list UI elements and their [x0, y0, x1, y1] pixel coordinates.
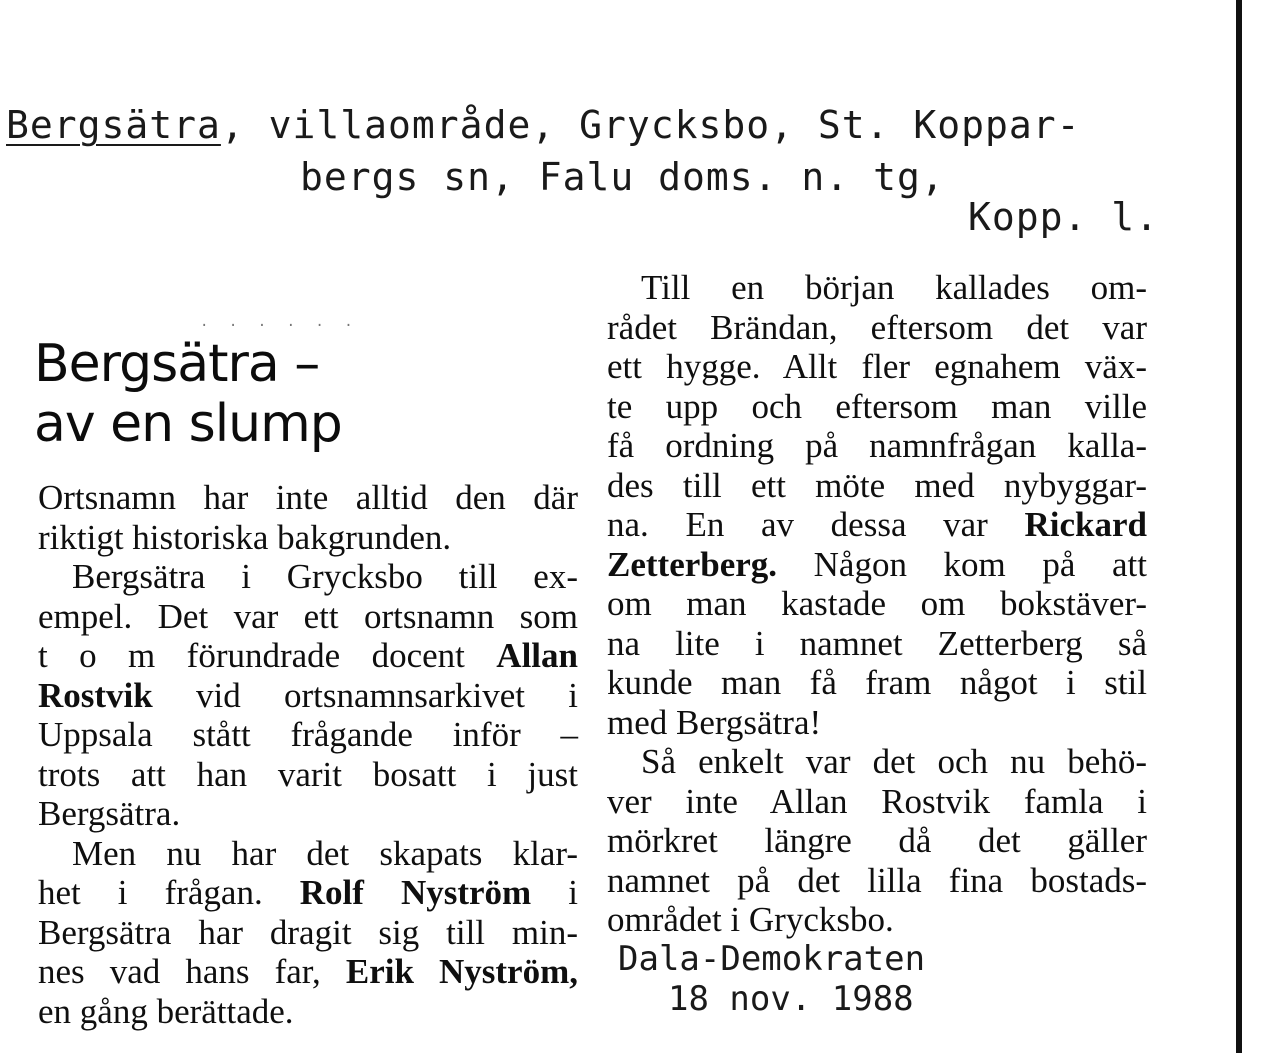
bold-name: Erik Nyström,	[345, 952, 578, 991]
article-right-column	[607, 268, 1147, 940]
article-text-line	[38, 676, 578, 716]
article-text-line	[38, 794, 578, 834]
article-text-line	[607, 782, 1147, 822]
article-text-line	[607, 742, 1147, 782]
index-card-line-2: bergs sn, Falu doms. n. tg,	[300, 155, 945, 199]
article-text-line	[38, 755, 578, 795]
article-text-line	[38, 952, 578, 992]
article-text-line	[38, 834, 578, 874]
headline-line-1: Bergsätra –	[34, 334, 320, 394]
text-span: te upp och eftersom man ville	[607, 386, 1147, 426]
place-name: Bergsätra	[6, 103, 221, 147]
headline-line-2: av en slump	[34, 394, 342, 454]
text-span: ett hygge. Allt fler egnahem väx-	[607, 347, 1147, 386]
bold-name: Allan	[496, 636, 578, 675]
text-span: kunde man få fram något i stil	[607, 663, 1147, 702]
text-span: om man kastade om bokstäver-	[607, 584, 1147, 623]
article-text-line	[607, 900, 1147, 940]
text-span: ver inte Allan Rostvik famla i	[607, 781, 1147, 821]
index-card-line-3: Kopp. l.	[968, 195, 1160, 239]
article-text-line	[38, 557, 578, 597]
text-span: des till ett möte med nybyggar-	[607, 465, 1147, 505]
article-text-line	[38, 478, 578, 518]
text-span: i	[531, 873, 578, 912]
article-text-line	[607, 821, 1147, 861]
article-text-line	[607, 308, 1147, 348]
text-span: rådet Brändan, eftersom det var	[607, 307, 1147, 347]
article-text-line	[38, 518, 578, 558]
text-span: Bergsätra.	[38, 794, 181, 833]
text-span: området i Grycksbo.	[607, 900, 894, 939]
article-left-column	[38, 478, 578, 1031]
page-edge-rule	[1236, 0, 1242, 1053]
source-date: 18 nov. 1988	[668, 979, 914, 1019]
text-span: namnet på det lilla fina bostads-	[607, 860, 1147, 900]
article-text-line	[607, 387, 1147, 427]
text-span: nes vad hans far,	[38, 952, 346, 991]
bold-name: Zetterberg.	[607, 544, 778, 584]
text-span: na. En av dessa var	[607, 505, 1025, 544]
article-text-line	[607, 347, 1147, 387]
article-text-line	[607, 703, 1147, 743]
article-text-line	[607, 584, 1147, 624]
article-text-line	[38, 597, 578, 637]
text-span: vid ortsnamnsarkivet i	[152, 675, 578, 715]
article-text-line	[38, 913, 578, 953]
bold-name: Rolf Nyström	[299, 873, 532, 912]
article-text-line	[38, 873, 578, 913]
text-span: het i frågan.	[38, 873, 300, 912]
text-span: mörkret längre då det gäller	[607, 821, 1147, 860]
article-text-line	[607, 466, 1147, 506]
source-newspaper: Dala-Demokraten	[618, 939, 926, 979]
index-card-line-1	[6, 103, 1081, 147]
text-span: Bergsätra i Grycksbo till ex-	[72, 557, 578, 596]
article-text-line	[38, 715, 578, 755]
bold-name: Rickard	[1024, 505, 1147, 544]
text-span: med Bergsätra!	[607, 702, 822, 742]
article-text-line	[607, 663, 1147, 703]
text-span: riktigt historiska bakgrunden.	[38, 517, 452, 557]
text-span: na lite i namnet Zetterberg så	[607, 623, 1147, 663]
text-span: en gång berättade.	[38, 991, 294, 1031]
text-span: Uppsala stått frågande inför –	[38, 715, 578, 754]
article-text-line	[607, 426, 1147, 466]
article-text-line	[607, 624, 1147, 664]
text-span: empel. Det var ett ortsnamn som	[38, 596, 578, 636]
text-span: Till en början kallades om-	[641, 268, 1147, 307]
text-span: Så enkelt var det och nu behö-	[641, 742, 1147, 781]
article-text-line	[607, 505, 1147, 545]
article-text-line	[607, 861, 1147, 901]
text-span: Ortsnamn har inte alltid den där	[38, 478, 578, 517]
text-span: t o m förundrade docent	[38, 636, 497, 675]
article-text-line	[38, 636, 578, 676]
text-span: trots att han varit bosatt i just	[38, 754, 578, 794]
text-span: Bergsätra har dragit sig till min-	[38, 912, 578, 952]
print-specks: · · · · · ·	[200, 318, 359, 334]
article-text-line	[38, 992, 578, 1032]
text-span: Någon kom på att	[777, 544, 1147, 584]
text-span: Men nu har det skapats klar-	[72, 833, 578, 873]
article-text-line	[607, 268, 1147, 308]
bold-name: Rostvik	[38, 675, 153, 715]
article-text-line	[607, 545, 1147, 585]
index-card-line-1-rest: , villaområde, Grycksbo, St. Koppar-	[220, 103, 1081, 147]
text-span: få ordning på namnfrågan kalla-	[607, 426, 1147, 465]
